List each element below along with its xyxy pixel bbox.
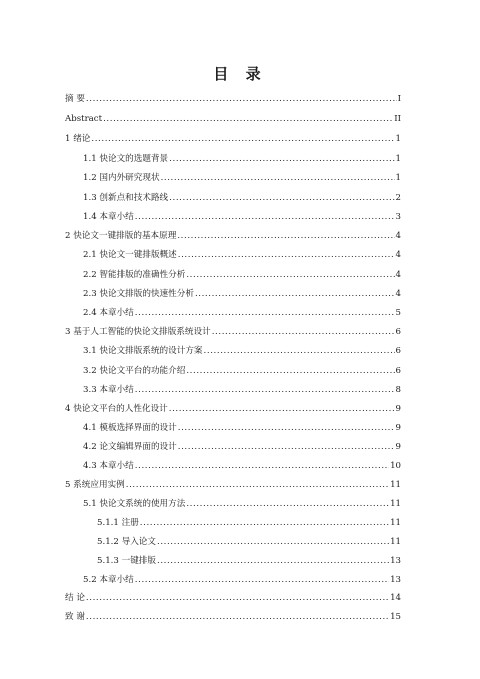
toc-entry-page: 6 (395, 346, 401, 356)
toc-entry-page: 6 (395, 366, 401, 376)
toc-title: 目 录 (213, 65, 267, 83)
toc-entry-page: 8 (395, 385, 401, 395)
toc-entry-chapter-2[interactable] (65, 227, 401, 241)
toc-entry-label: 5.1.3 一键排版 (97, 556, 156, 566)
dot-leader (135, 212, 395, 222)
toc-entry-section-3-3[interactable] (83, 381, 401, 395)
toc-entry-section-2-4[interactable] (83, 304, 401, 318)
toc-entry-section-3-1[interactable] (83, 342, 401, 356)
dot-leader (140, 518, 389, 528)
dot-leader (169, 193, 394, 203)
toc-entry-label: 1.4 本章小结 (83, 212, 134, 222)
dot-leader (86, 612, 389, 622)
toc-entry-page: 11 (390, 499, 401, 509)
toc-entry-page: 9 (395, 442, 401, 452)
toc-entry-page: 3 (395, 212, 401, 222)
toc-entry-section-2-2[interactable] (83, 266, 401, 280)
toc-entry-section-5-1[interactable] (83, 495, 401, 509)
toc-entry-label: 5.1.2 导入论文 (97, 537, 156, 547)
toc-entry-section-4-1[interactable] (83, 419, 401, 433)
toc-entry-label: Abstract (65, 114, 103, 124)
dot-leader (135, 385, 395, 395)
toc-entry-section-5-1-3[interactable] (97, 552, 401, 566)
toc-entry-section-2-3[interactable] (83, 285, 401, 299)
toc-entry-label: 3.2 快论文平台的功能介绍 (83, 366, 186, 376)
toc-entry-label: 3.1 快论文排版系统的设计方案 (83, 346, 203, 356)
dot-leader (186, 270, 394, 280)
toc-entry-chapter-3[interactable] (65, 323, 401, 337)
toc-entry-page: 9 (395, 404, 401, 414)
toc-entry-label: 3 基于人工智能的快论文排版系统设计 (65, 327, 211, 337)
toc-entry-section-1-3[interactable] (83, 189, 401, 203)
dot-leader (195, 289, 395, 299)
toc-entry-label: 3.3 本章小结 (83, 385, 134, 395)
toc-entry-abstract-cn[interactable] (65, 90, 401, 104)
toc-entry-section-5-2[interactable] (83, 571, 401, 585)
toc-entry-chapter-1[interactable] (65, 130, 401, 144)
toc-entry-page: 9 (395, 423, 401, 433)
toc-entry-acknowledgement[interactable] (65, 608, 401, 622)
dot-leader (103, 114, 393, 124)
toc-entry-section-3-2[interactable] (83, 362, 401, 376)
toc-entry-label: 2.2 智能排版的准确性分析 (83, 270, 186, 280)
toc-entry-label: 致 谢 (65, 612, 85, 622)
toc-entry-section-5-1-2[interactable] (97, 533, 401, 547)
toc-entry-label: 5.2 本章小结 (83, 575, 134, 585)
toc-entry-section-1-4[interactable] (83, 208, 401, 222)
toc-entry-label: 5 系统应用实例 (65, 480, 125, 490)
dot-leader (135, 308, 395, 318)
dot-leader (135, 461, 389, 471)
toc-entry-chapter-4[interactable] (65, 400, 401, 414)
dot-leader (178, 423, 395, 433)
dot-leader (186, 366, 394, 376)
dot-leader (204, 346, 395, 356)
dot-leader (186, 499, 389, 509)
toc-entry-page: 1 (395, 154, 401, 164)
dot-leader (178, 250, 395, 260)
toc-entry-label: 5.1 快论文系统的使用方法 (83, 499, 186, 509)
toc-entry-page: 11 (390, 537, 401, 547)
toc-entry-page: 13 (390, 556, 401, 566)
dot-leader (161, 173, 395, 183)
toc-entry-section-5-1-1[interactable] (97, 514, 401, 528)
toc-entry-page: 13 (390, 575, 401, 585)
dot-leader (169, 154, 394, 164)
toc-entry-page: 2 (395, 193, 401, 203)
toc-entry-page: 10 (390, 461, 401, 471)
toc-entry-page: II (394, 114, 401, 124)
dot-leader (157, 537, 389, 547)
toc-entry-page: 4 (395, 270, 401, 280)
dot-leader (212, 327, 395, 337)
toc-entry-label: 4.3 本章小结 (83, 461, 134, 471)
toc-entry-section-1-2[interactable] (83, 169, 401, 183)
dot-leader (126, 480, 389, 490)
dot-leader (135, 575, 389, 585)
dot-leader (178, 442, 395, 452)
toc-entry-abstract-en[interactable] (65, 110, 401, 124)
toc-entry-page: 4 (395, 231, 401, 241)
toc-entry-page: 1 (395, 173, 401, 183)
dot-leader (177, 231, 394, 241)
toc-entry-page: 1 (395, 134, 401, 144)
toc-entry-page: 14 (390, 593, 401, 603)
toc-entry-label: 1.3 创新点和技术路线 (83, 193, 169, 203)
dot-leader (86, 593, 389, 603)
toc-entry-page: 4 (395, 250, 401, 260)
toc-entry-page: 11 (390, 518, 401, 528)
toc-entry-label: 2 快论文一键排版的基本原理 (65, 231, 177, 241)
dot-leader (169, 404, 395, 414)
toc-entry-label: 结 论 (65, 593, 85, 603)
toc-entry-label: 1.2 国内外研究现状 (83, 173, 160, 183)
toc-entry-label: 5.1.1 注册 (97, 518, 139, 528)
toc-entry-page: 15 (390, 612, 401, 622)
toc-entry-label: 4 快论文平台的人性化设计 (65, 404, 168, 414)
toc-entry-label: 2.3 快论文排版的快速性分析 (83, 289, 194, 299)
toc-entry-label: 2.1 快论文一键排版概述 (83, 250, 177, 260)
dot-leader (157, 556, 389, 566)
dot-leader (91, 134, 394, 144)
toc-entry-label: 4.2 论文编辑界面的设计 (83, 442, 177, 452)
toc-entry-page: 6 (395, 327, 401, 337)
toc-entry-page: 5 (395, 308, 401, 318)
toc-entry-section-4-3[interactable] (83, 457, 401, 471)
toc-entry-section-4-2[interactable] (83, 438, 401, 452)
toc-entry-page: 11 (390, 480, 401, 490)
toc-entry-label: 1 绪论 (65, 134, 91, 144)
toc-entry-page: 4 (395, 289, 401, 299)
toc-entry-section-1-1[interactable] (83, 150, 401, 164)
dot-leader (86, 94, 397, 104)
toc-entry-conclusion[interactable] (65, 589, 401, 603)
toc-entry-page: I (397, 94, 401, 104)
toc-entry-chapter-5[interactable] (65, 476, 401, 490)
toc-entry-label: 摘 要 (65, 94, 85, 104)
toc-entry-label: 4.1 模板选择界面的设计 (83, 423, 177, 433)
toc-entry-label: 2.4 本章小结 (83, 308, 134, 318)
toc-entry-section-2-1[interactable] (83, 246, 401, 260)
toc-entry-label: 1.1 快论文的选题背景 (83, 154, 169, 164)
